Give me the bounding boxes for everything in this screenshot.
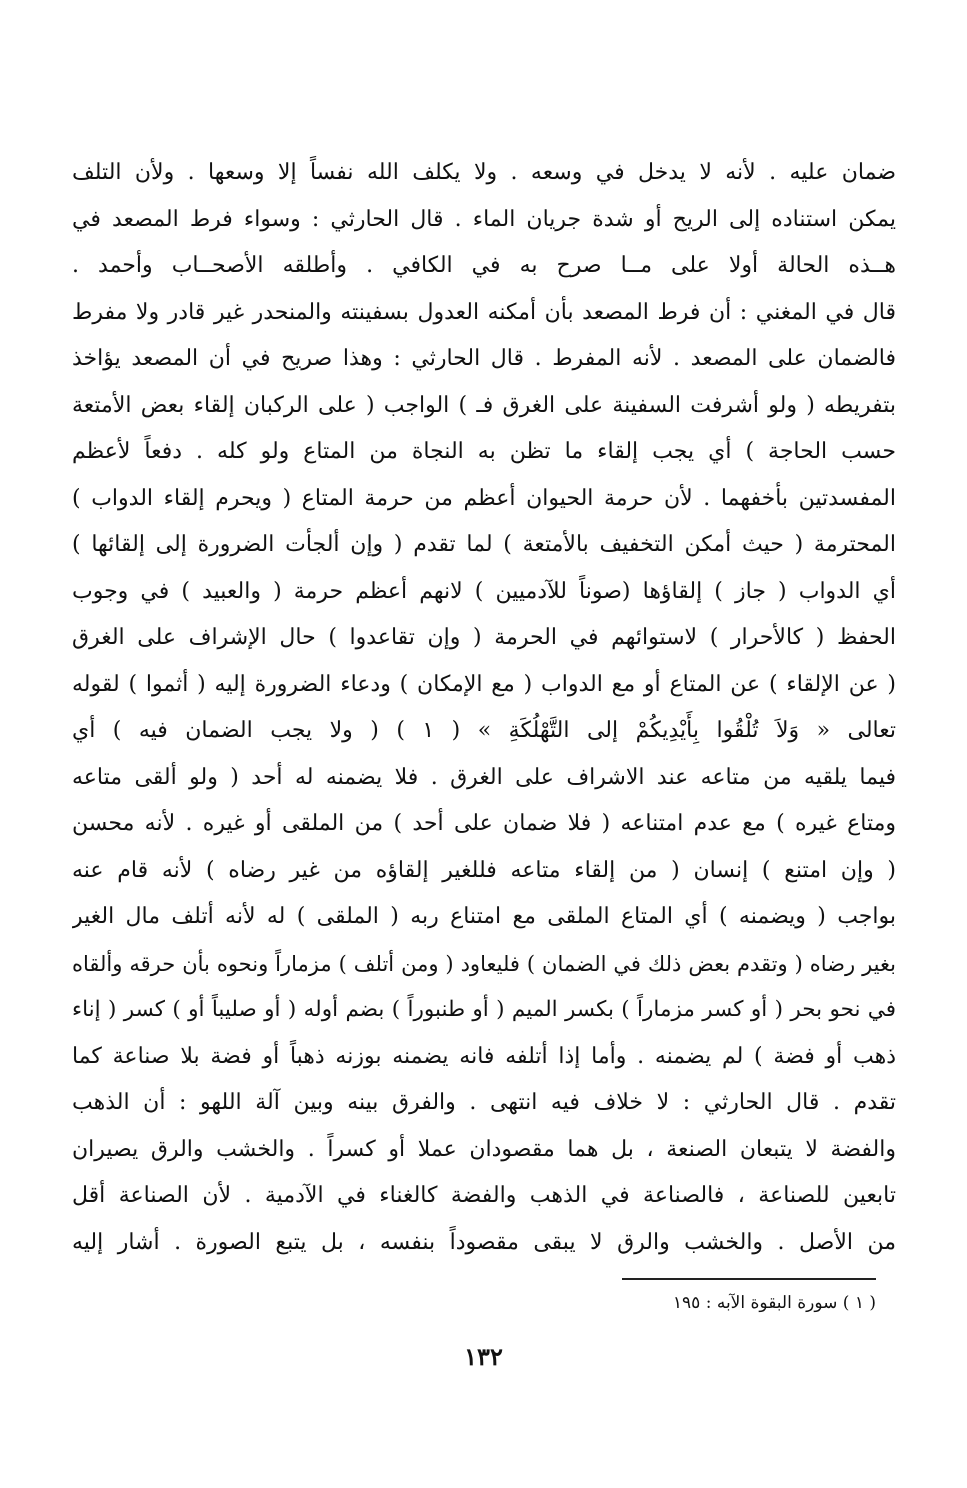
text-line: حسب الحاجة ) أي يجب إلقاء ما تظن به النجاة من المتاع ولو كله . دفعاً لأعظم bbox=[72, 439, 896, 464]
text-line: المحترمة ( حيث أمكن التخفيف بالأمتعة ) لما تقدم ( وإن ألجأت الضرورة إلى إلقائها ) bbox=[72, 532, 896, 557]
page-number: ١٣٢ bbox=[464, 1342, 503, 1371]
text-line: ( عن الإلقاء ) عن المتاع أو مع الدواب ( مع الإمكان ) ودعاء الضرورة إليه ( أثموا ) لقوله bbox=[72, 671, 896, 697]
text-line: ومتاع غيره ) مع عدم امتناعه ( فلا ضمان على أحد ) من الملقى أو غيره . لأنه محسن bbox=[72, 811, 896, 836]
text-line: المفسدتين بأخفهما . لأن حرمة الحيوان أعظم من حرمة المتاع ( ويحرم إلقاء الدواب ) bbox=[72, 485, 896, 511]
footnote-separator bbox=[622, 1278, 876, 1280]
text-line: فيما يلقيه من متاعه عند الاشراف على الغرق . فلا يضمنه له أحد ( ولو ألقى متاعه bbox=[72, 764, 896, 790]
text-line: بواجب ( ويضمنه ) أي المتاع الملقى مع امتناع ربه ( الملقى ) له لأنه أتلف مال الغير bbox=[72, 904, 896, 929]
text-line: الحفظ ( كالأحرار ) لاستوائهم في الحرمة ( وإن تقاعدوا ) حال الإشراف على الغرق bbox=[72, 625, 896, 650]
text-line: في نحو بحر ( أو كسر مزماراً ) بكسر الميم ( أو طنبوراً ) بضم أوله ( أو صليباً أو ) كسر ( إناء bbox=[72, 997, 896, 1022]
text-line: بغير رضاه ( وتقدم بعض ذلك في الضمان ) فليعاود ( ومن أتلف ) مزماراً ونحوه بأن حرقه وألقاه bbox=[72, 951, 896, 976]
text-line: فالضمان على المصعد . لأنه المفرط . قال الحارثي : وهذا صريح في أن المصعد يؤاخذ bbox=[72, 346, 896, 371]
text-line: بتفريطه ( ولو أشرفت السفينة على الغرق فـ ) الواجب ( على الركبان إلقاء بعض الأمتعة bbox=[72, 392, 896, 418]
text-line: أي الدواب ( جاز ) إلقاؤها (صوناً للآدميين ) لانهم أعظم حرمة ( والعبيد ) في وجوب bbox=[72, 578, 896, 604]
text-line: هــذه الحالة أولا على مــا صرح به في الكافي . وأطلقه الأصحــاب وأحمد . bbox=[72, 253, 896, 278]
body-text bbox=[72, 150, 896, 1266]
text-line: ضمان عليه . لأنه لا يدخل في وسعه . ولا يكلف الله نفساً إلا وسعها . ولأن التلف bbox=[72, 160, 896, 185]
text-line: يمكن استناده إلى الريح أو شدة جريان الماء . قال الحارثي : وسواء فرط المصعد في bbox=[72, 206, 896, 232]
text-line: تعالى « وَلاَ تُلْقُوا بِأَيْدِيكُمْ إلى التَّهْلُكَةِ » ( ١ ) ( ولا يجب الضمان فيه ) أي bbox=[72, 718, 896, 743]
text-line: والفضة لا يتبعان الصنعة ، بل هما مقصودان عملا أو كسراً . والخشب والرق يصيران bbox=[72, 1136, 896, 1162]
text-line: تابعين للصناعة ، فالصناعة في الذهب والفضة كالغناء في الآدمية . لأن الصناعة أقل bbox=[72, 1183, 896, 1208]
text-line: ( وإن امتنع ) إنسان ( من إلقاء متاعه فللغير إلقاؤه من غير رضاه ) لأنه قام عنه bbox=[72, 857, 896, 883]
text-line: تقدم . قال الحارثي : لا خلاف فيه انتهى . والفرق بينه وبين آلة اللهو : أن الذهب bbox=[72, 1090, 896, 1115]
text-line: من الأصل . والخشب والرق لا يبقى مقصوداً بنفسه ، بل يتبع الصورة . أشار إليه bbox=[72, 1229, 896, 1255]
text-line: قال في المغني : أن فرط المصعد بأن أمكنه العدول بسفينته والمنحدر غير قادر ولا مفرط bbox=[72, 299, 896, 325]
text-line: ذهب أو فضة ) لم يضمنه . وأما إذا أتلفه فانه يضمنه بوزنه ذهباً أو فضة بلا صناعة كما bbox=[72, 1043, 896, 1069]
footnote: ( ١ ) سورة البقوة الآبه : ١٩٥ bbox=[672, 1293, 876, 1313]
